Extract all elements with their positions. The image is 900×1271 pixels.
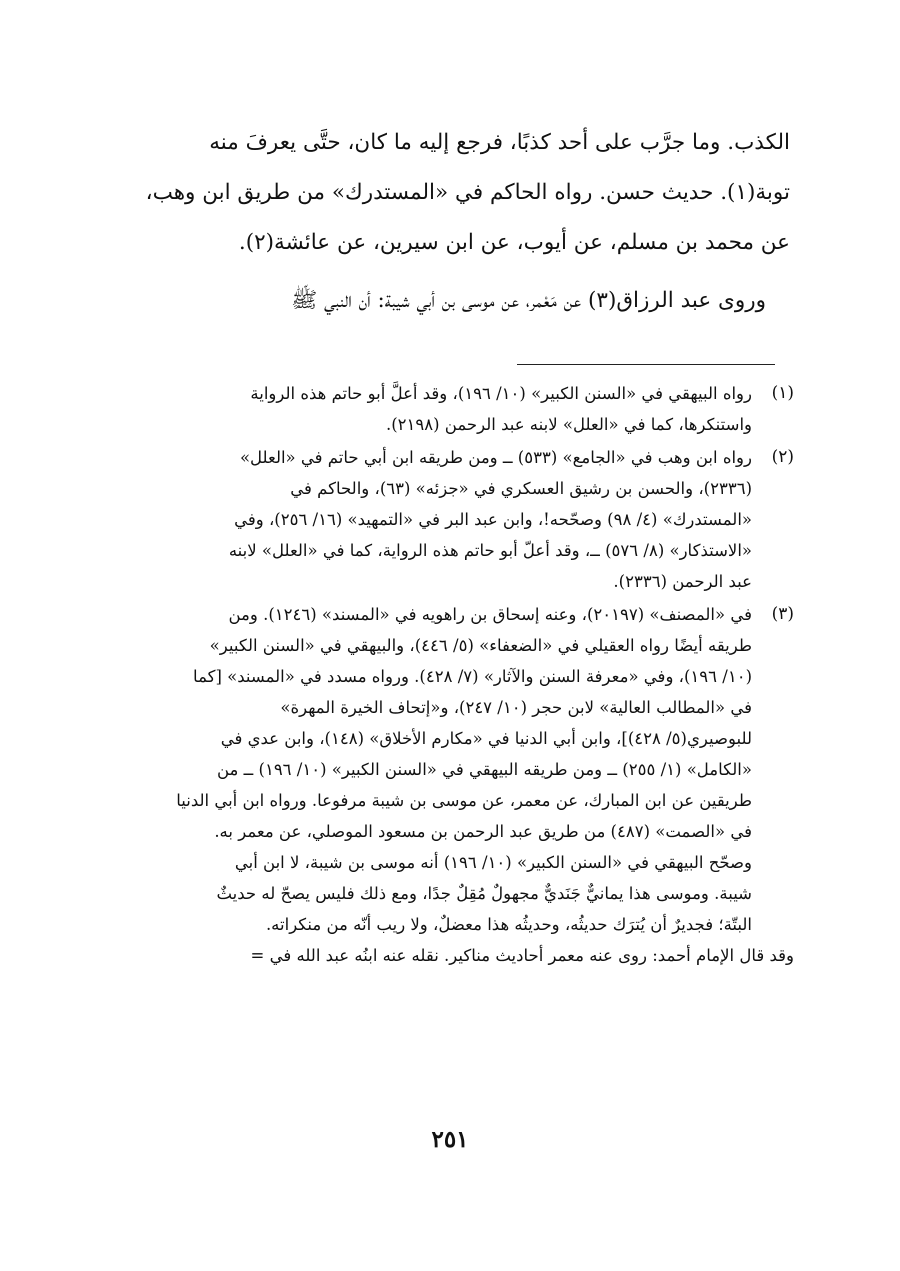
footnote-number: (١): [771, 383, 794, 403]
footnote-line: وصحّح البيهقي في «السنن الكبير» (١٠/ ١٩٦) أنه موسى بن شيبة، لا ابن أبي: [234, 853, 752, 872]
footnote-line: واستنكرها، كما في «العلل» لابنه عبد الرحمن (٢١٩٨).: [385, 415, 752, 434]
footnote-divider: [517, 364, 775, 365]
footnote-line: طريقه أيضًا رواه العقيلي في «الضعفاء» (٥/ ٤٤٦)، والبيهقي في «السنن الكبير»: [209, 636, 752, 655]
footnote-continuation: وقد قال الإمام أحمد: روى عنه معمر أحاديث مناكير. نقله عنه ابنُه عبد الله في =: [250, 946, 794, 965]
footnote-line: في «المصنف» (٢٠١٩٧)، وعنه إسحاق بن راهويه في «المسند» (١٢٤٦). ومن: [228, 605, 752, 624]
footnote-number: (٣): [771, 604, 794, 624]
footnote-line: «المستدرك» (٤/ ٩٨) وصحّحه!، وابن عبد البر في «التمهيد» (١٦/ ٢٥٦)، وفي: [234, 510, 752, 529]
footnote-line: «الاستذكار» (٨/ ٥٧٦) ــ، وقد أعلّ أبو حاتم هذه الرواية، كما في «العلل» لابنه: [228, 541, 752, 560]
main-text-line: وروى عبد الرزاق(٣) عن مَعْمر، عن موسى بن أبي شيبة: أن النبي ﷺ: [291, 288, 766, 313]
main-text-line: توبة(١). حديث حسن. رواه الحاكم في «المستدرك» من طريق ابن وهب،: [145, 180, 790, 205]
footnote-line: البتّة؛ فجديرٌ أن يُترَك حديثُه، وحديثُه هذا معضلٌ، ولا ريب أنّه من منكراته.: [265, 915, 752, 934]
footnote-1: [108, 378, 794, 440]
footnote-line: في «المطالب العالية» لابن حجر (١٠/ ٢٤٧)، و«إتحاف الخيرة المهرة»: [280, 698, 752, 717]
footnote-line: في «الصمت» (٤٨٧) من طريق عبد الرحمن بن مسعود الموصلي، عن معمر به.: [214, 822, 752, 841]
footnote-line: رواه ابن وهب في «الجامع» (٥٣٣) ــ ومن طريقه ابن أبي حاتم في «العلل»: [239, 448, 752, 467]
footnotes: [108, 378, 794, 973]
footnote-3: [108, 599, 794, 971]
footnote-number: (٢): [771, 447, 794, 467]
footnote-line: «الكامل» (١/ ٢٥٥) ــ ومن طريقه البيهقي في «السنن الكبير» (١٠/ ١٩٦) ــ من: [216, 760, 752, 779]
footnote-line: رواه البيهقي في «السنن الكبير» (١٠/ ١٩٦)، وقد أعلَّ أبو حاتم هذه الرواية: [250, 384, 752, 403]
footnote-line: طريقين عن ابن المبارك، عن معمر، عن موسى بن شيبة مرفوعا. ورواه ابن أبي الدنيا: [176, 791, 752, 810]
main-text: [110, 118, 790, 326]
main-text-line: عن محمد بن مسلم، عن أيوب، عن ابن سيرين، عن عائشة(٢).: [238, 230, 790, 255]
footnote-line: عبد الرحمن (٢٣٣٦).: [613, 572, 752, 591]
main-text-line: الكذب. وما جرَّب على أحد كذبًا، فرجع إليه ما كان، حتَّى يعرفَ منه: [209, 130, 790, 155]
footnote-line: (٢٣٣٦)، والحسن بن رشيق العسكري في «جزئه» (٦٣)، والحاكم في: [290, 479, 752, 498]
footnote-2: [108, 442, 794, 597]
page-number: ٢٥١: [431, 1126, 469, 1153]
footnote-line: (١٠/ ١٩٦)، وفي «معرفة السنن والآثار» (٧/ ٤٢٨). ورواه مسدد في «المسند» [كما: [193, 667, 752, 686]
footnote-line: شيبة. وموسى هذا يمانيٌّ جَنَديٌّ مجهولٌ مُقِلٌ جدًا، ومع ذلك فليس يصحّ له حديثٌ: [216, 884, 752, 903]
footnote-line: للبوصيري(٥/ ٤٢٨)]، وابن أبي الدنيا في «مكارم الأخلاق» (١٤٨)، وابن عدي في: [220, 729, 752, 748]
